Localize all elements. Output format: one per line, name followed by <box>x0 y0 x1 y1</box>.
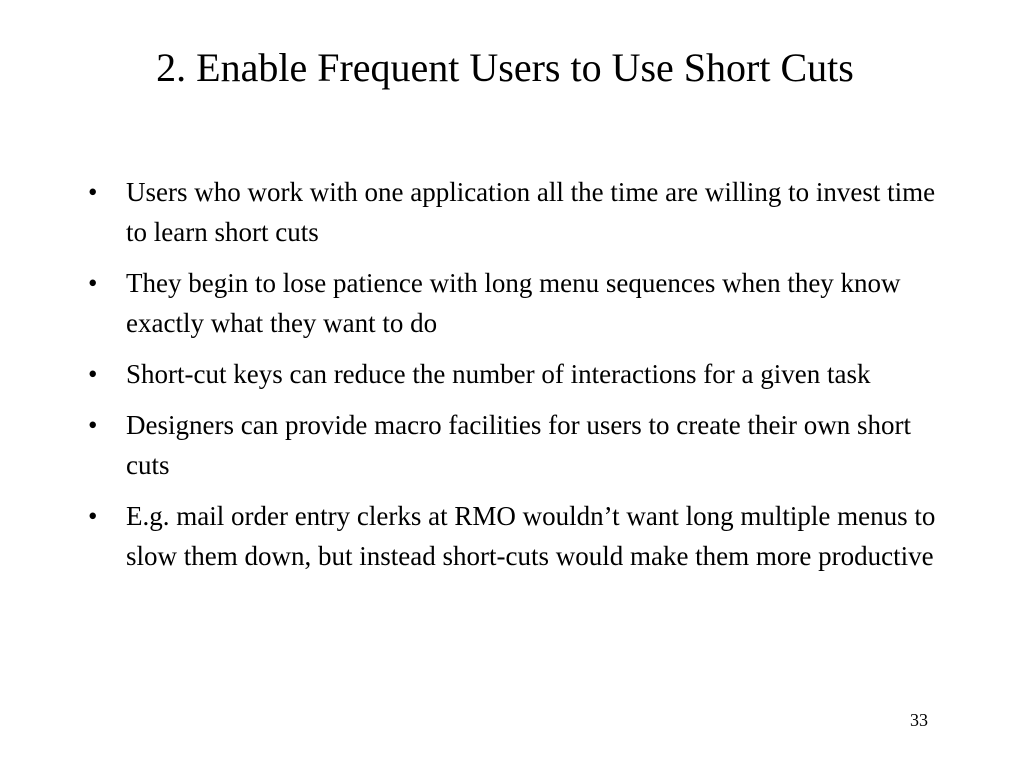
bullet-text: Users who work with one application all the time are willing to invest time to learn short cuts <box>126 177 936 247</box>
bullet-text: Short-cut keys can reduce the number of interactions for a given task <box>126 359 871 389</box>
bullet-icon: • <box>88 359 98 389</box>
bullet-icon: • <box>88 410 98 440</box>
bullet-item <box>88 354 938 394</box>
bullet-item <box>88 172 938 252</box>
bullet-list <box>88 172 938 587</box>
bullet-icon: • <box>88 177 98 207</box>
bullet-item <box>88 263 938 343</box>
bullet-item <box>88 405 938 485</box>
bullet-icon: • <box>88 501 98 531</box>
bullet-text: Designers can provide macro facilities for users to create their own short cuts <box>126 410 911 480</box>
page-number: 33 <box>910 710 928 730</box>
bullet-icon: • <box>88 268 98 298</box>
bullet-item <box>88 496 938 576</box>
slide-title: 2. Enable Frequent Users to Use Short Cuts <box>156 45 854 90</box>
bullet-text: E.g. mail order entry clerks at RMO wouldn’t want long multiple menus to slow them down, but instead short-cuts would make them more productive <box>126 501 936 571</box>
bullet-text: They begin to lose patience with long menu sequences when they know exactly what they want to do <box>126 268 901 338</box>
